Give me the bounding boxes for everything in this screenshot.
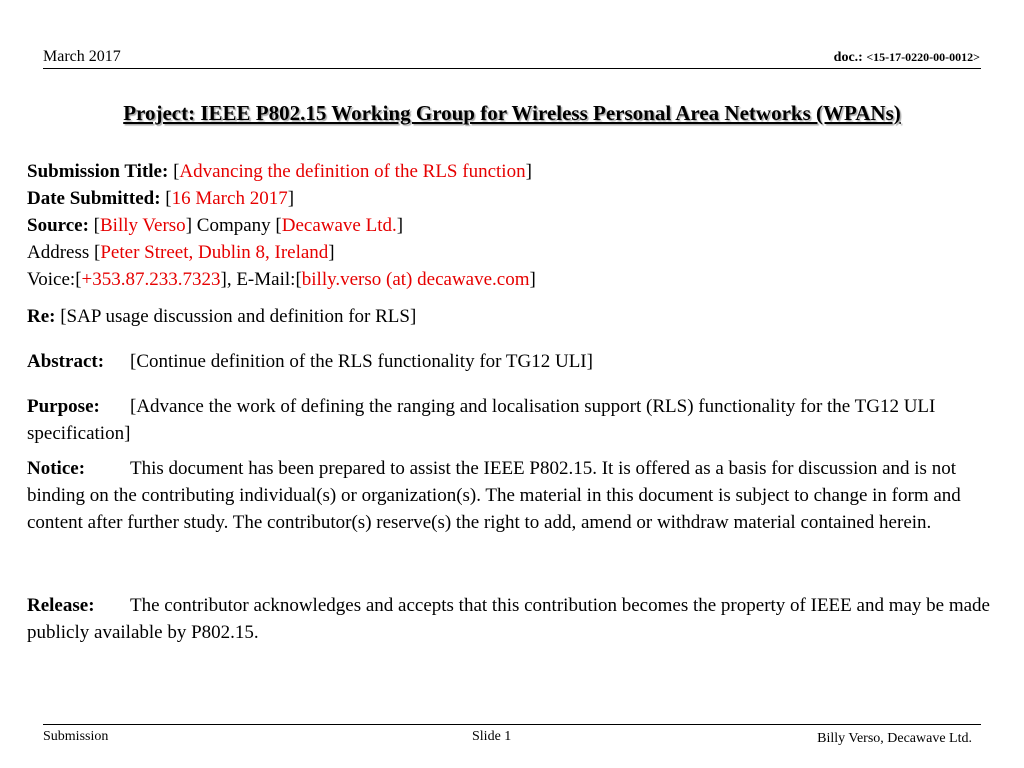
purpose-text: [Advance the work of defining the ranging and localisation support (RLS) functionality for the TG12 ULI specification] xyxy=(27,396,936,444)
abstract-section xyxy=(27,348,1002,375)
purpose-label: Purpose: xyxy=(27,396,100,417)
release-label: Release: xyxy=(27,595,95,616)
abstract-label: Abstract: xyxy=(27,351,105,372)
re-label: Re: xyxy=(27,306,56,327)
submission-title-line: Submission Title: [Advancing the definition of the RLS function] xyxy=(27,161,532,182)
footer-rule xyxy=(43,724,981,725)
submission-title-label: Submission Title: xyxy=(27,161,169,182)
release-section xyxy=(27,592,1002,646)
footer-author: Billy Verso, Decawave Ltd. xyxy=(817,731,972,746)
header-doc-number xyxy=(834,50,980,66)
notice-section xyxy=(27,455,1002,536)
submission-fields xyxy=(27,158,1002,293)
company-value: Decawave Ltd. xyxy=(281,215,397,236)
voice-value: +353.87.233.7323 xyxy=(81,269,221,290)
contact-line: Voice:[+353.87.233.7323], E-Mail:[billy.verso (at) decawave.com] xyxy=(27,269,536,290)
re-text: [SAP usage discussion and definition for RLS] xyxy=(60,306,417,327)
notice-text: This document has been prepared to assist the IEEE P802.15. It is offered as a basis for discussion and is not binding on the contributing individual(s) or organization(s). The material in this document is subject to change in form and content after further study. The contributor(s) reserve(s) the right to add, amend or withdraw material contained herein. xyxy=(27,458,961,533)
re-section xyxy=(27,303,1002,330)
footer-slide-number: Slide 1 xyxy=(472,729,512,744)
email-value: billy.verso (at) decawave.com xyxy=(301,269,530,290)
email-label: E-Mail: xyxy=(236,269,296,290)
header-rule xyxy=(43,68,981,69)
release-text: The contributor acknowledges and accepts that this contribution becomes the property of IEEE and may be made publicly available by P802.15. xyxy=(27,595,990,643)
project-title: Project: IEEE P802.15 Working Group for Wireless Personal Area Networks (WPANs) xyxy=(123,101,901,125)
header-date: March 2017 xyxy=(43,48,121,65)
purpose-section xyxy=(27,393,1002,447)
date-submitted-label: Date Submitted: xyxy=(27,188,161,209)
date-submitted-value: 16 March 2017 xyxy=(171,188,288,209)
source-value: Billy Verso xyxy=(100,215,186,236)
date-submitted-line: Date Submitted: [16 March 2017] xyxy=(27,188,295,209)
source-line: Source: [Billy Verso] Company [Decawave Ltd.] xyxy=(27,215,404,236)
notice-label: Notice: xyxy=(27,458,86,479)
doc-number: <15-17-0220-00-0012> xyxy=(866,50,980,64)
abstract-text: [Continue definition of the RLS functionality for TG12 ULI] xyxy=(130,351,593,372)
footer-submission: Submission xyxy=(43,729,109,744)
address-label: Address xyxy=(27,242,90,263)
address-value: Peter Street, Dublin 8, Ireland xyxy=(100,242,329,263)
company-label: Company xyxy=(196,215,271,236)
submission-title-value: Advancing the definition of the RLS function xyxy=(179,161,526,182)
voice-label: Voice: xyxy=(27,269,76,290)
address-line: Address [Peter Street, Dublin 8, Ireland] xyxy=(27,242,335,263)
source-label: Source: xyxy=(27,215,89,236)
doc-label: doc.: xyxy=(833,50,863,65)
